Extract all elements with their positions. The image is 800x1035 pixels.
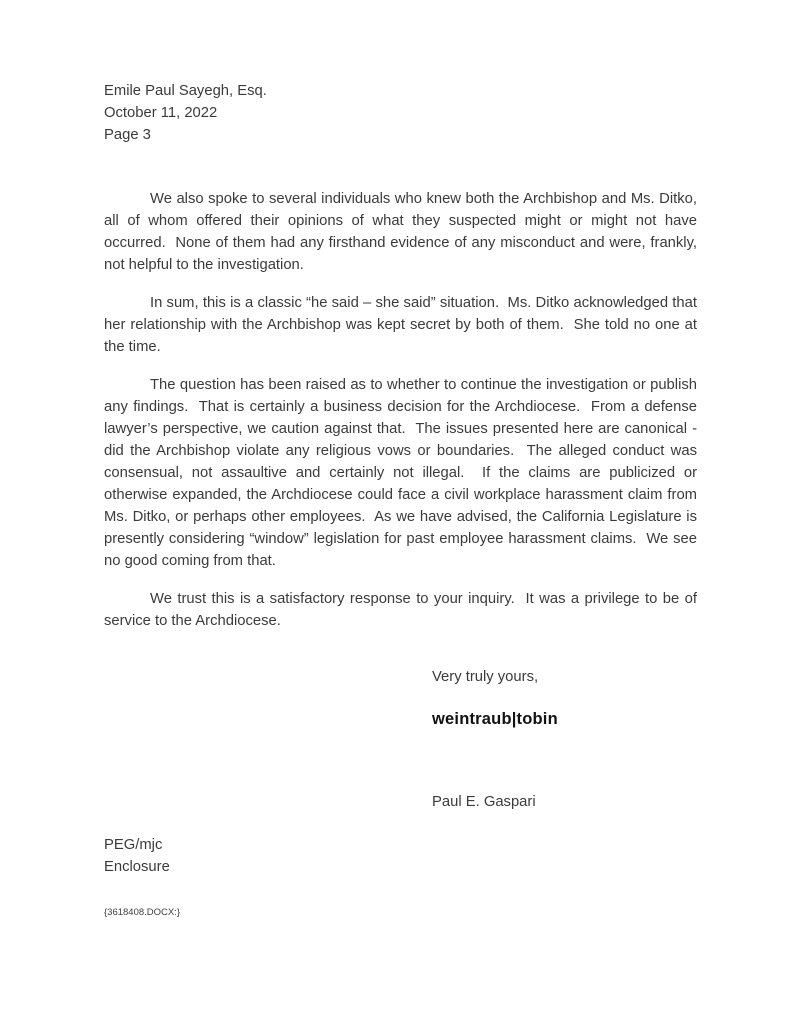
body-paragraph: We trust this is a satisfactory response to your inquiry. It was a privilege to be of service to the Archdiocese. — [104, 591, 702, 629]
firm-wordmark: weintraub|tobin — [432, 710, 558, 728]
body-paragraph: We also spoke to several individuals who knew both the Archbishop and Ms. Ditko, all of whom offered their opinions of what they suspected might or might not have occurred. None of them had any firsthand evidence of any misconduct and were, frankly, not helpful to the investigation. — [104, 191, 702, 273]
reference-block — [104, 834, 697, 878]
document-id-stamp: {3618408.DOCX:} — [104, 907, 181, 918]
valediction: Very truly yours, — [432, 669, 539, 685]
page-number: Page 3 — [104, 127, 151, 143]
body-paragraph: The question has been raised as to whether to continue the investigation or publish any findings. That is certainly a business decision for the Archdiocese. From a defense lawyer’s perspective, we caution against that. The issues presented here are canonical - did the Archbishop violate any religious vows or boundaries. The alleged conduct was consensual, not assaultive and certainly not illegal. If the claims are publicized or otherwise expanded, the Archdiocese could face a civil workplace harassment claim from Ms. Ditko, or perhaps other employees. As we have advised, the California Legislature is presently considering “window” legislation for past employee harassment claims. We see no good coming from that. — [104, 377, 702, 569]
letter-header — [104, 80, 697, 146]
closing-block — [432, 666, 697, 813]
recipient-name: Emile Paul Sayegh, Esq. — [104, 83, 267, 99]
letter-date: October 11, 2022 — [104, 105, 218, 121]
reference-initials: PEG/mjc — [104, 837, 163, 853]
signatory-name: Paul E. Gaspari — [432, 794, 536, 810]
enclosure-notation: Enclosure — [104, 859, 170, 875]
body-paragraph: In sum, this is a classic “he said – she said” situation. Ms. Ditko acknowledged that her relationship with the Archbishop was kept secret by both of them. She told no one at the time. — [104, 295, 702, 355]
